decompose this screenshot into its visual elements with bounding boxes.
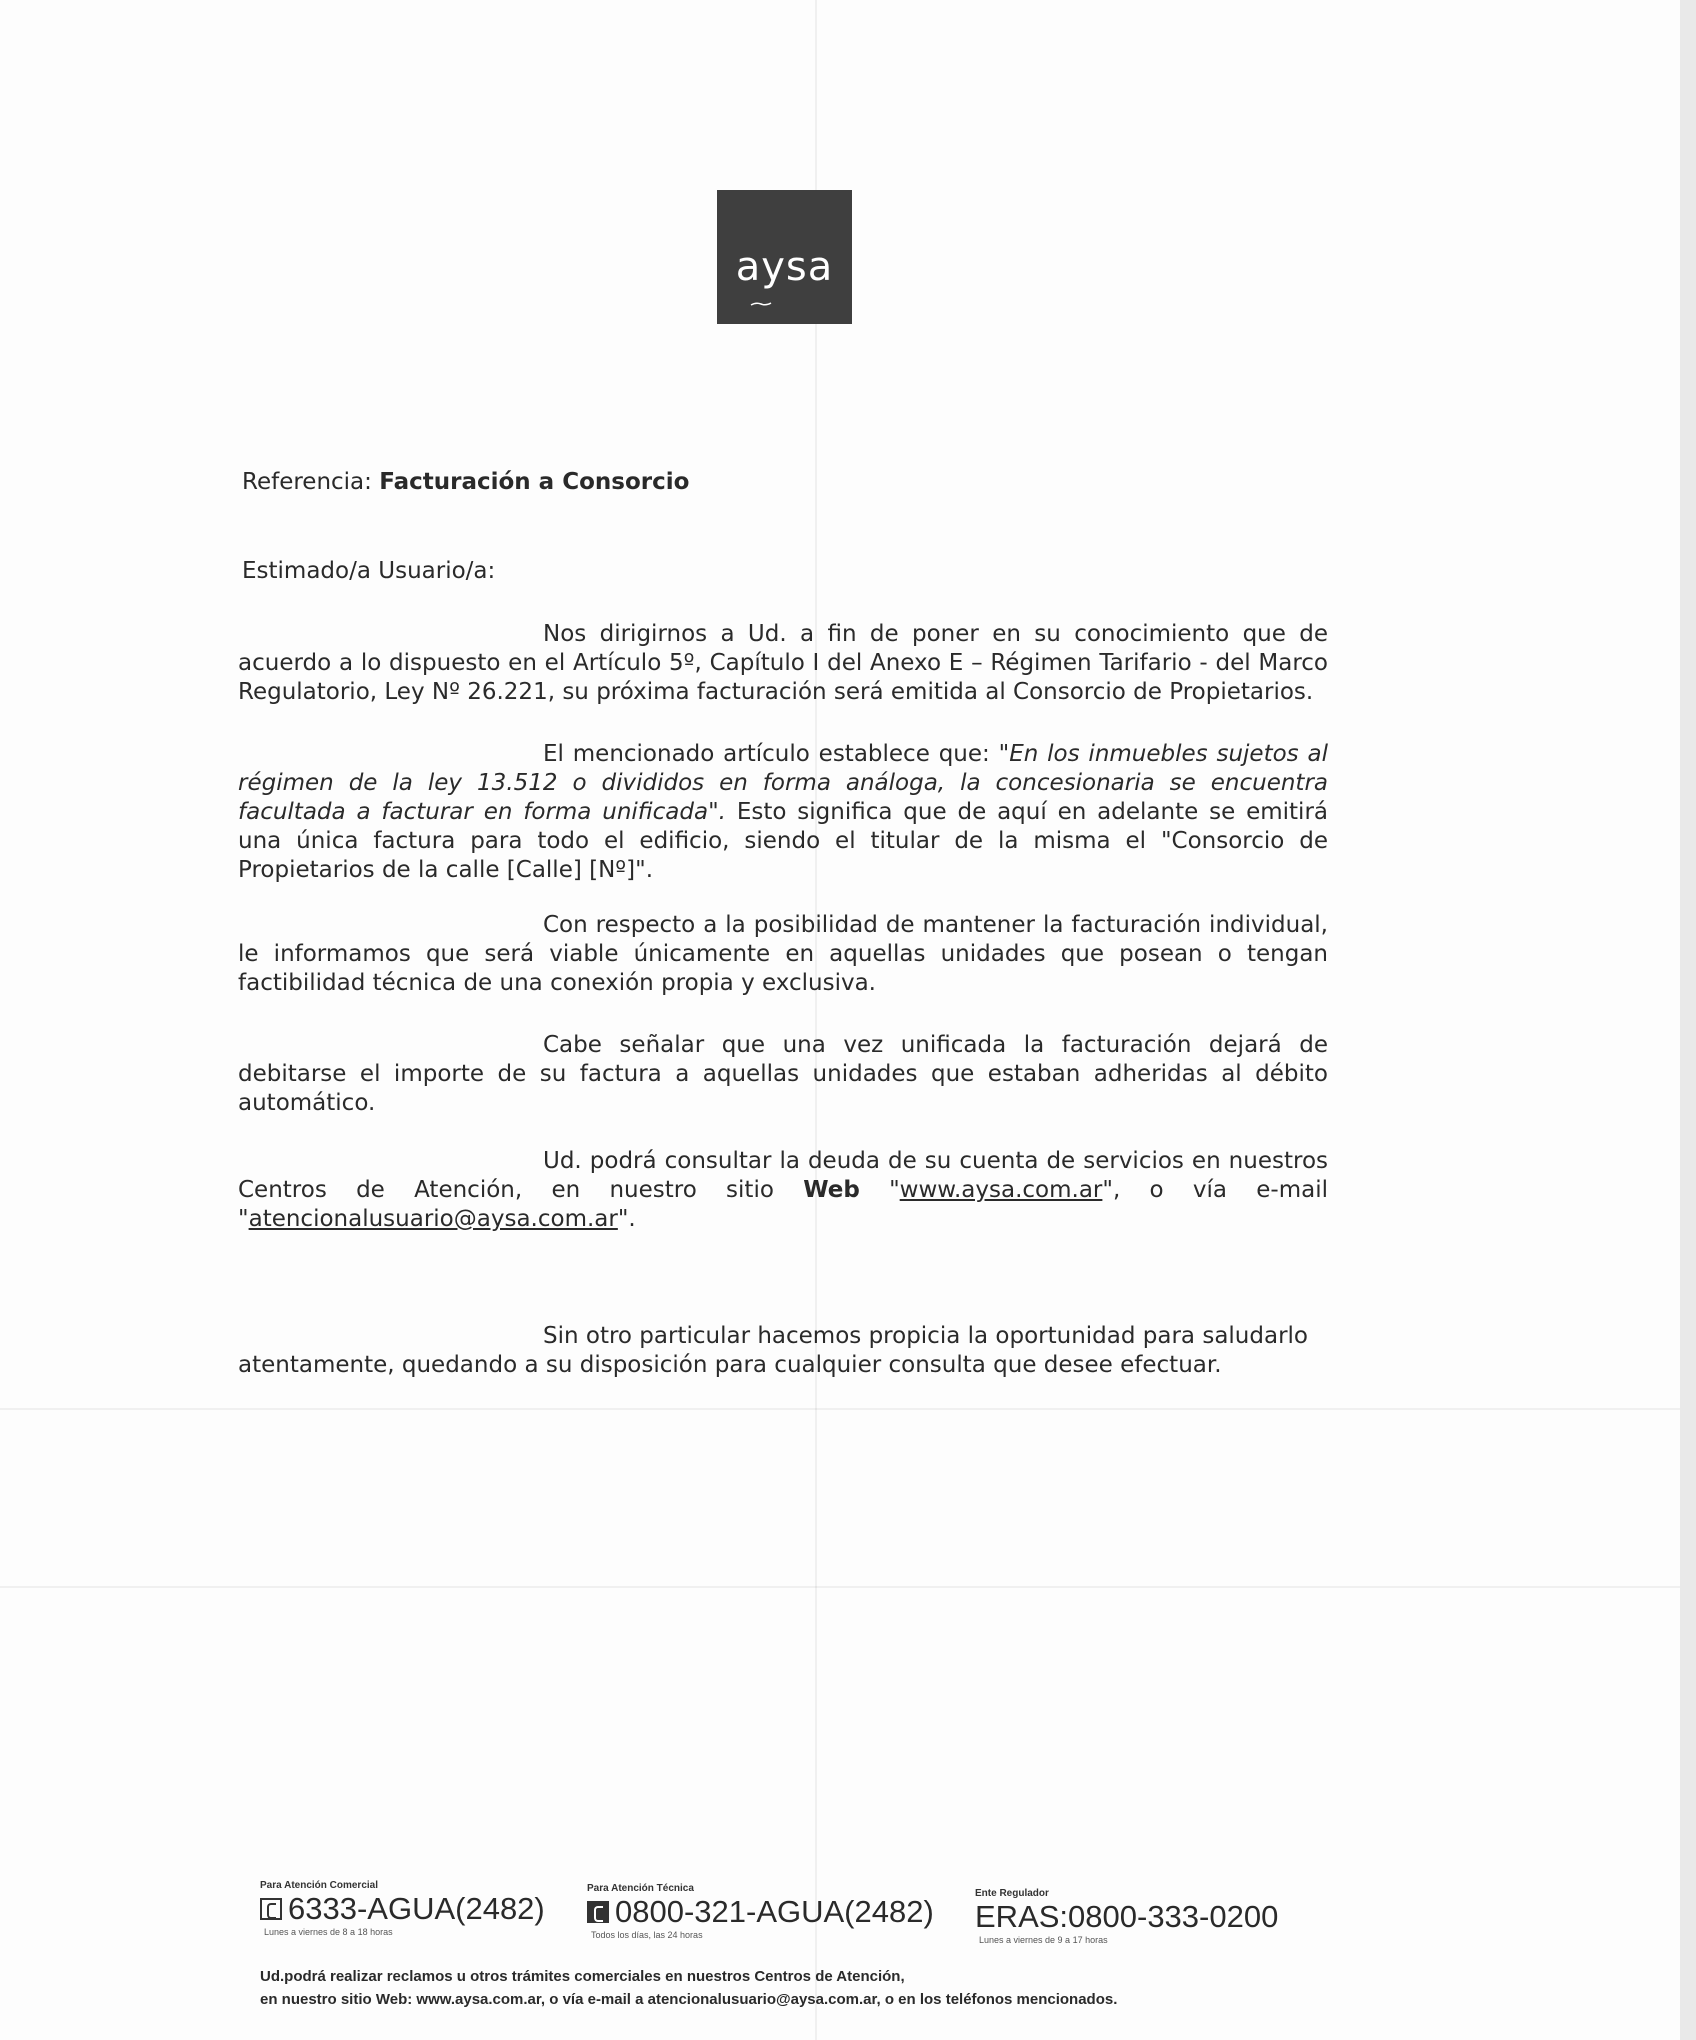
reference-label: Referencia: <box>242 469 372 495</box>
paragraph-closing <box>238 1322 1308 1380</box>
regulator-phone-number: ERAS:0800-333-0200 <box>975 1899 1279 1934</box>
paragraph-4-text: Cabe señalar que una vez unificada la facturación dejará de debitarse el importe de su factura a aquellas unidades que estaban adheridas al débito automático. <box>238 1032 1328 1116</box>
greeting: Estimado/a Usuario/a: <box>242 558 496 584</box>
email-link[interactable]: atencionalusuario@aysa.com.ar <box>248 1206 618 1232</box>
website-link[interactable]: www.aysa.com.ar <box>899 1177 1103 1203</box>
paragraph-3 <box>238 911 1328 998</box>
commercial-hours: Lunes a viernes de 8 a 18 horas <box>264 1927 393 1937</box>
fold-line-horizontal <box>0 1408 1680 1410</box>
logo-text: aysa <box>735 244 834 290</box>
phone-icon <box>260 1898 282 1920</box>
web-label: Web <box>803 1177 860 1203</box>
phone-icon <box>587 1901 609 1923</box>
footer-commercial <box>260 1880 545 1937</box>
regulator-hours: Lunes a viernes de 9 a 17 horas <box>979 1935 1108 1945</box>
footer-note-line-2: en nuestro sitio Web: www.aysa.com.ar, o vía e-mail a atencionalusuario@aysa.com.ar, o en los teléfonos mencionados. <box>260 1991 1118 2008</box>
regulator-label: Ente Regulador <box>975 1888 1049 1899</box>
paragraph-5-text-c: ", o vía e-mail " <box>238 1177 1328 1232</box>
paragraph-2-tail: Esto significa que de aquí en adelante se emitirá una única factura para todo el edificio, siendo el titular de la misma el "Consorcio de Propietarios de la calle [Calle] [Nº]". <box>238 799 1328 883</box>
paragraph-5-text-a: Ud. podrá consultar la deuda de su cuenta de servicios en nuestros Centros de Atención, en nuestro sitio <box>238 1148 1328 1203</box>
footer-regulator <box>975 1888 1278 1945</box>
paragraph-5-text-d: ". <box>617 1206 636 1232</box>
paragraph-1-text: Nos dirigirnos a Ud. a fin de poner en su conocimiento que de acuerdo a lo dispuesto en el Artículo 5º, Capítulo I del Anexo E – Régimen Tarifario - del Marco Regulatorio, Ley Nº 26.221, su próxima facturación será emitida al Consorcio de Propietarios. <box>238 621 1328 705</box>
reference-line <box>242 468 689 497</box>
technical-hours: Todos los días, las 24 horas <box>591 1930 703 1940</box>
commercial-phone <box>260 1891 545 1927</box>
reference-subject: Facturación a Consorcio <box>379 469 690 495</box>
paragraph-5-text-b: " <box>859 1177 900 1203</box>
paragraph-3-text: Con respecto a la posibilidad de mantener la facturación individual, le informamos que será viable únicamente en aquellas unidades que posean o tengan factibilidad técnica de una conexión propia y exclusiva. <box>238 912 1328 996</box>
closing-text: Sin otro particular hacemos propicia la oportunidad para saludarlo atentamente, quedando a su disposición para cualquier consulta que desee efectuar. <box>238 1323 1308 1378</box>
footer-note-line-1: Ud.podrá realizar reclamos u otros trámites comerciales en nuestros Centros de Atención, <box>260 1968 905 1985</box>
wave-icon <box>750 302 772 306</box>
regulator-phone <box>975 1899 1278 1935</box>
paragraph-4 <box>238 1031 1328 1118</box>
paragraph-5 <box>238 1147 1328 1234</box>
paragraph-2 <box>238 740 1328 885</box>
law-quote: "En los inmuebles sujetos al régimen de la ley 13.512 o divididos en forma análoga, la concesionaria se encuentra facultada a facturar en forma unificada". <box>238 741 1328 825</box>
technical-label: Para Atención Técnica <box>587 1883 694 1894</box>
fold-line-horizontal <box>0 1586 1680 1588</box>
paragraph-1 <box>238 620 1328 707</box>
technical-phone-number: 0800-321-AGUA(2482) <box>615 1894 934 1929</box>
paragraph-2-lead: El mencionado artículo establece que: <box>543 741 999 767</box>
aysa-logo <box>717 190 852 324</box>
commercial-phone-number: 6333-AGUA(2482) <box>288 1891 545 1926</box>
footer-technical <box>587 1883 934 1940</box>
commercial-label: Para Atención Comercial <box>260 1880 379 1891</box>
technical-phone <box>587 1894 934 1930</box>
